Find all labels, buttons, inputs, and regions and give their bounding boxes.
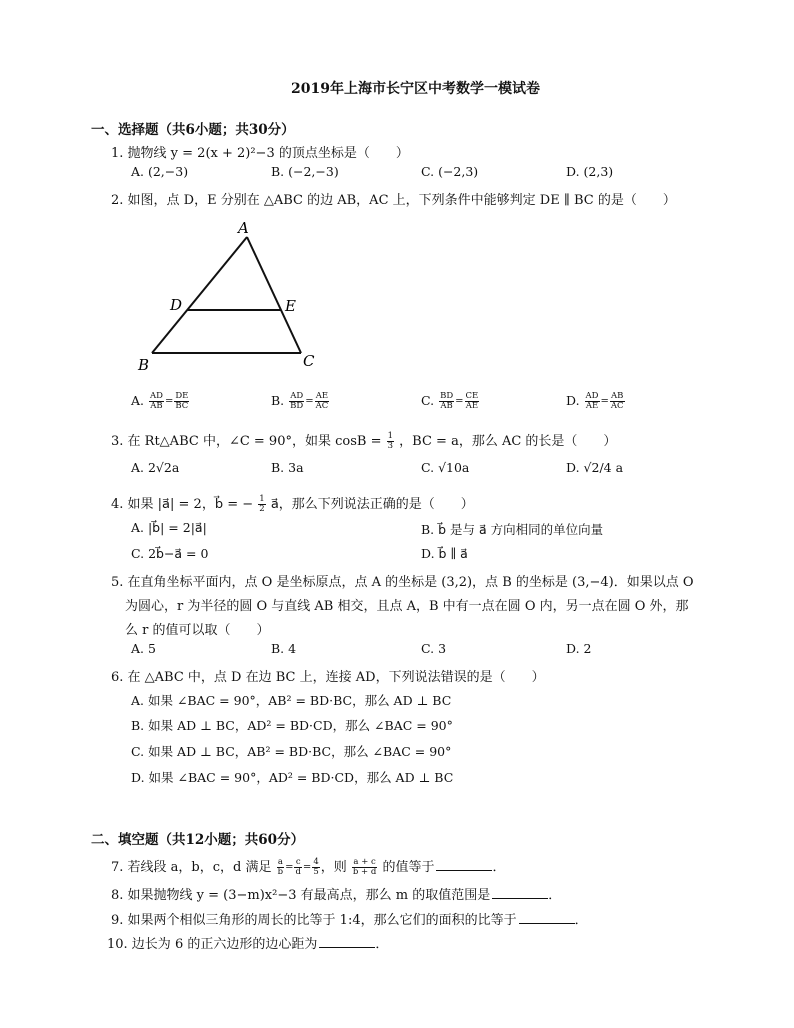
answer-blank-7	[436, 859, 492, 871]
q6-option-c: C. 如果 AD ⊥ BC，AB² = BD·BC，那么 ∠BAC = 90°	[131, 744, 452, 759]
q4-option-b: B. b⃗ 是与 a⃗ 方向相同的单位向量	[421, 522, 604, 537]
q3-option-a: A. 2√2a	[131, 460, 180, 475]
answer-blank-9	[519, 912, 575, 924]
triangle-figure	[130, 218, 330, 378]
q2-option-c: C. $\frac{BD}{AB}$ = $\frac{CE}{AE}$	[421, 391, 479, 411]
q5-option-b: B. 4	[271, 641, 297, 656]
question-5-stem-line2: 为圆心，r 为半径的圆 O 与直线 AB 相交，且点 A，B 中有一点在圆 O 内，另一点在圆 O 外，那	[125, 599, 689, 614]
answer-blank-8	[492, 887, 548, 899]
question-6-stem: 6. 在 △ABC 中，点 D 在边 BC 上，连接 AD，下列说法错误的是（ ）	[111, 670, 545, 685]
q5-option-c: C. 3	[421, 641, 447, 656]
question-3-stem: 3. 在 Rt△ABC 中，∠C = 90°，如果 cosB = $\frac{1}{3}$ ，BC = a，那么 AC 的长是（ ）	[111, 431, 617, 451]
q2-option-d: D. $\frac{AD}{AE}$ = $\frac{AB}{AC}$	[566, 391, 624, 411]
q6-option-b: B. 如果 AD ⊥ BC，AD² = BD·CD，那么 ∠BAC = 90°	[131, 718, 453, 733]
label-a: A	[238, 219, 249, 237]
section-heading-fill-blank: 二、填空题（共12小题；共60分）	[91, 832, 305, 848]
paper-title: 2019年上海市长宁区中考数学一模试卷	[291, 81, 540, 97]
label-c: C	[303, 352, 315, 370]
question-8-stem: 8. 如果抛物线 y = (3−m)x²−3 有最高点，那么 m 的取值范围是 ．	[111, 888, 562, 903]
question-2-stem: 2. 如图，点 D，E 分别在 △ABC 的边 AB，AC 上，下列条件中能够判定 DE ∥ BC 的是（ ）	[111, 193, 676, 208]
question-10-stem: 10. 边长为 6 的正六边形的边心距为 ．	[107, 937, 389, 952]
question-1-stem: 1. 抛物线 y = 2(x + 2)²−3 的顶点坐标是（ ）	[111, 146, 409, 161]
q6-option-d: D. 如果 ∠BAC = 90°，AD² = BD·CD，那么 AD ⊥ BC	[131, 770, 454, 785]
q2-option-a: A. $\frac{AD}{AB}$ = $\frac{DE}{BC}$	[131, 391, 189, 411]
q1-option-d: D. (2,3)	[566, 164, 614, 179]
label-e: E	[285, 297, 296, 315]
answer-blank-10	[319, 936, 375, 948]
section-heading-choice: 一、选择题（共6小题；共30分）	[91, 122, 295, 138]
q3-option-b: B. 3a	[271, 460, 304, 475]
label-d: D	[170, 296, 183, 314]
question-4-stem: 4. 如果 |a⃗| = 2，b⃗ = − $\frac{1}{2}$ a⃗，那么下列说法正确的是（ ）	[111, 494, 474, 514]
q3-option-d: D. √2/4 a	[566, 460, 624, 475]
q3-option-c: C. √10a	[421, 460, 470, 475]
q4-option-a: A. |b⃗| = 2|a⃗|	[131, 520, 207, 535]
question-5-stem-line3: 么 r 的值可以取（ ）	[125, 623, 270, 638]
q4-option-d: D. b⃗ ∥ a⃗	[421, 546, 468, 561]
q5-option-d: D. 2	[566, 641, 592, 656]
label-b: B	[138, 356, 150, 374]
q5-option-a: A. 5	[131, 641, 156, 656]
question-5-stem-line1: 5. 在直角坐标平面内，点 O 是坐标原点，点 A 的坐标是 (3,2)，点 B 的坐标是 (3,−4)．如果以点 O	[111, 575, 694, 590]
q4-option-c: C. 2b⃗−a⃗ = 0	[131, 546, 209, 561]
question-7-stem: 7. 若线段 a，b，c，d 满足 $\frac{a}{b}$ = $\frac{c}{d}$ = $\frac{4}{5}$ ，则 $\frac{a + c}{b + d}$ 的值等于 ．	[111, 857, 506, 877]
q1-option-b: B. (−2,−3)	[271, 164, 339, 179]
q1-option-a: A. (2,−3)	[131, 164, 189, 179]
q2-option-b: B. $\frac{AD}{BD}$ = $\frac{AE}{AC}$	[271, 391, 329, 411]
q1-option-c: C. (−2,3)	[421, 164, 479, 179]
question-9-stem: 9. 如果两个相似三角形的周长的比等于 1:4，那么它们的面积的比等于 ．	[111, 913, 588, 928]
side-ab	[152, 237, 247, 353]
side-ac	[247, 237, 301, 353]
q6-option-a: A. 如果 ∠BAC = 90°，AB² = BD·BC，那么 AD ⊥ BC	[131, 693, 452, 708]
